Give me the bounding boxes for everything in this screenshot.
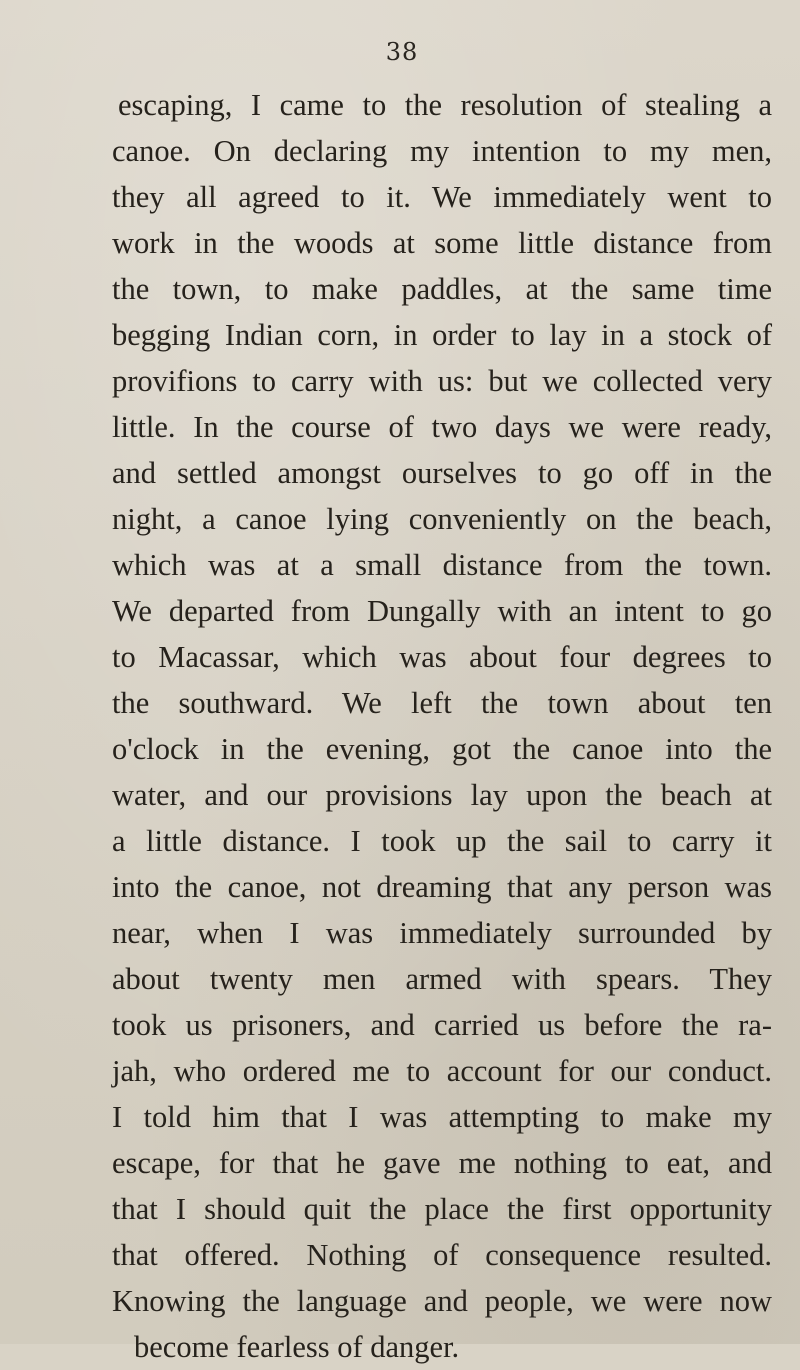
text-line: escaping, I came to the resolution of stealing a: [118, 88, 772, 122]
text-line: work in the woods at some little distance from: [112, 226, 772, 260]
text-line: canoe. On declaring my intention to my men,: [112, 134, 772, 168]
text-line: I told him that I was attempting to make my: [112, 1100, 772, 1134]
text-line: about twenty men armed with spears. They: [112, 962, 772, 996]
text-line: become fearless of danger.: [134, 1330, 460, 1364]
text-line: they all agreed to it. We immediately went to: [112, 180, 772, 214]
text-line: provifions to carry with us: but we collected very: [112, 364, 772, 398]
text-line: that offered. Nothing of consequence resulted.: [112, 1238, 772, 1272]
text-line: jah, who ordered me to account for our conduct.: [112, 1054, 772, 1088]
text-line: night, a canoe lying conveniently on the beach,: [112, 502, 772, 536]
text-line: the southward. We left the town about ten: [112, 686, 772, 720]
page-number: 38: [385, 38, 419, 66]
text-line: the town, to make paddles, at the same time: [112, 272, 772, 306]
text-line: took us prisoners, and carried us before the ra-: [112, 1008, 772, 1042]
text-line: escape, for that he gave me nothing to eat, and: [112, 1146, 772, 1180]
text-line: a little distance. I took up the sail to carry it: [112, 824, 772, 858]
text-line: o'clock in the evening, got the canoe into the: [112, 732, 772, 766]
text-line: Knowing the language and people, we were now: [112, 1284, 772, 1318]
text-line: to Macassar, which was about four degrees to: [112, 640, 772, 674]
text-line: little. In the course of two days we were ready,: [112, 410, 772, 444]
body-text: [112, 82, 772, 1370]
text-line: begging Indian corn, in order to lay in a stock of: [112, 318, 772, 352]
text-line: water, and our provisions lay upon the beach at: [112, 778, 772, 812]
text-line: near, when I was immediately surrounded by: [112, 916, 772, 950]
text-line: We departed from Dungally with an intent to go: [112, 594, 772, 628]
text-line: that I should quit the place the first opportunity: [112, 1192, 772, 1226]
text-line: which was at a small distance from the town.: [112, 548, 772, 582]
text-line: and settled amongst ourselves to go off in the: [112, 456, 772, 490]
text-line: into the canoe, not dreaming that any person was: [112, 870, 772, 904]
